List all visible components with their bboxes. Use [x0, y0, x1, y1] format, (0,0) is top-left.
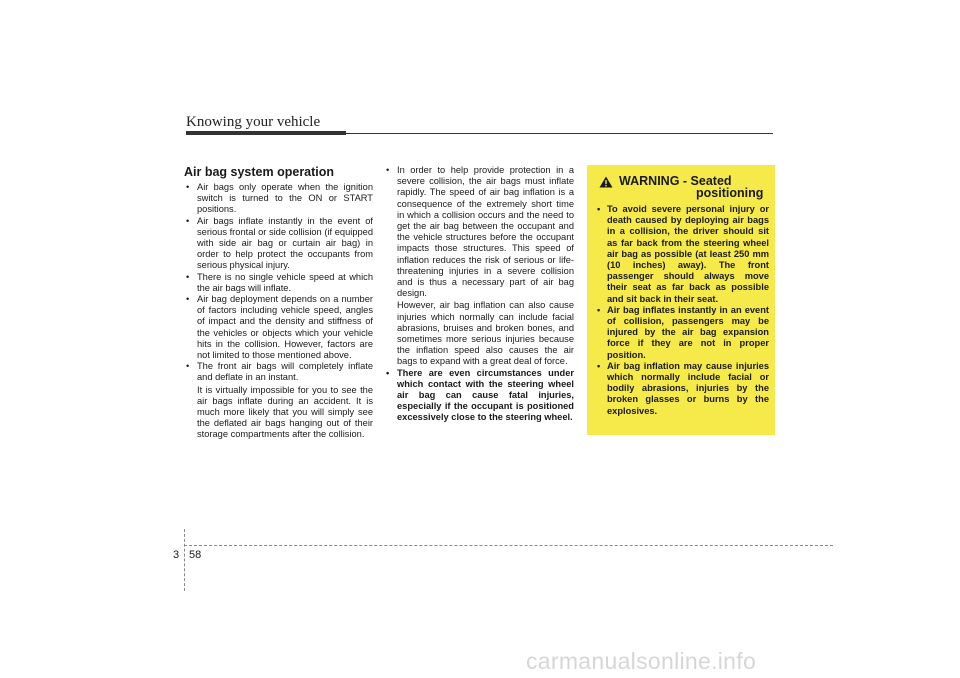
chapter-number: 3 [173, 549, 180, 561]
warning-header [595, 175, 769, 201]
list-item: • Air bag inflates instantly in an event of collision, passengers may be injured by the air bag expansion force if they are not in proper position. [595, 305, 769, 361]
warning-bullet-list [595, 204, 769, 417]
header-rule [186, 133, 773, 134]
warning-box [587, 165, 775, 435]
list-item-bold: • There are even circumstances under which contact with the steering wheel air bag can cause fatal injuries, especially if the occupant is positioned excessively close to the steering wheel. [384, 368, 574, 424]
list-item: • Air bags only operate when the ignition switch is turned to the ON or START positions. [184, 182, 373, 216]
warning-title: WARNING - Seated [619, 174, 732, 188]
list-item: • The front air bags will completely inflate and deflate in an instant. It is virtually impossible for you to see the air bags inflate during an accident. It is much more likely that you will simply see the deflated air bags hanging out of their storage compartments after the collision. [184, 361, 373, 440]
list-item: • In order to help provide protection in a severe collision, the air bags must inflate rapidly. The speed of air bag inflation is a consequence of the extremely short time in which a collision occurs and the need to get the air bag between the occupant and the vehicle structures before the occupant impacts those structures. This speed of inflation reduces the risk of serious or life-threatening injuries in a severe collision and is thus a necessary part of air bag design. However, air bag inflation can also cause injuries which normally can include facial abrasions, bruises and broken bones, and sometimes more serious injuries because the inflation speed also causes the air bags to expand with a great deal of force. [384, 165, 574, 368]
column-middle [384, 165, 574, 424]
warning-triangle-icon [599, 176, 613, 188]
list-item-continuation: However, air bag inflation can also cause injuries which normally can include facial abrasions, bruises and broken bones, and sometimes more serious injuries because the inflation speed also causes the air bags to expand with a great deal of force. [397, 300, 574, 367]
list-item-continuation: It is virtually impossible for you to see the air bags inflate during an accident. It is much more likely that you will simply see the deflated air bags hanging out of their storage compartments after the collision. [197, 384, 373, 440]
list-item: • There is no single vehicle speed at which the air bags will inflate. [184, 272, 373, 294]
footer-dashed-rule [184, 545, 833, 546]
page-number: 58 [189, 549, 202, 561]
bullet-list-middle [384, 165, 574, 424]
footer-vertical-rule [184, 529, 185, 591]
list-item: • To avoid severe personal injury or death caused by deploying air bags in a collision, the driver should sit as far back from the steering wheel air bag as possible (at least 250 mm (10 inches) away). The front passenger should always move their seat as far back as possible and sit back in their seat. [595, 204, 769, 305]
page-header-title: Knowing your vehicle [186, 114, 321, 130]
list-item: • Air bag deployment depends on a number of factors including vehicle speed, angles of impact and the density and stiffness of the vehicles or objects which your vehicle hits in the collision. However, factors are not limited to those mentioned above. [184, 294, 373, 361]
warning-subtitle: positioning [696, 186, 764, 200]
section-title: Air bag system operation [184, 165, 335, 179]
list-item: • Air bags inflate instantly in the event of serious frontal or side collision (if equipped with side air bag or curtain air bag) in order to help protect the occupants from serious physical injury. [184, 216, 373, 272]
list-item: • Air bag inflation may cause injuries which normally include facial or bodily abrasions, injuries by the broken glasses or burns by the explosives. [595, 361, 769, 417]
column-left [184, 165, 373, 441]
watermark: carmanualsonline.info [526, 648, 757, 674]
bullet-list-left [184, 182, 373, 441]
